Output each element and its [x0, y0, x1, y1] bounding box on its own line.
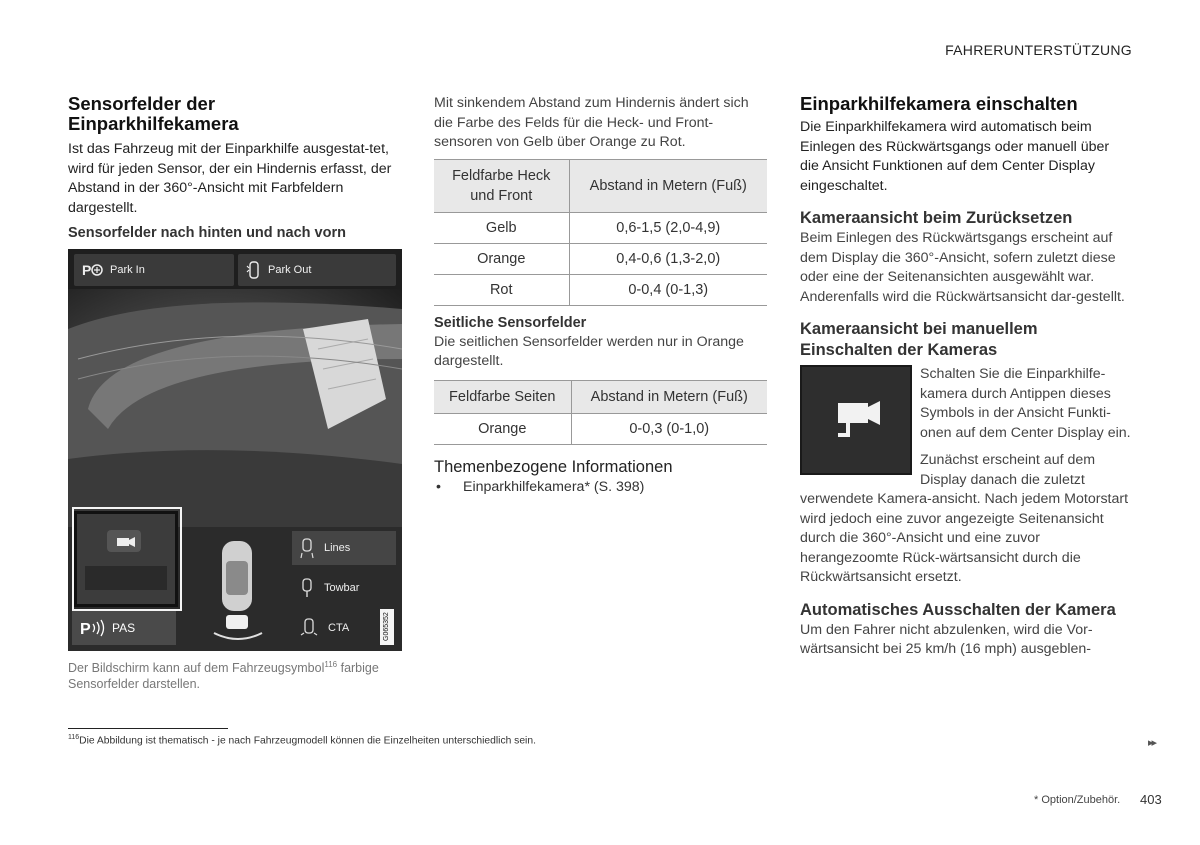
- camera-icon: [832, 397, 884, 443]
- color-change-paragraph: Mit sinkendem Abstand zum Hindernis ändert sich die Farbe des Felds für die Heck- und Front-sensoren von Gelb über Orange zu Rot.: [434, 95, 749, 150]
- table-cell: Orange: [434, 413, 571, 444]
- intro-paragraph: Ist das Fahrzeug mit der Einparkhilfe ausgestat-tet, wird für jeden Sensor, der ein Hindernis erfasst, der Abstand in der 360°-Ansicht mit Farbfeldern dargestellt.: [68, 141, 392, 216]
- front-rear-color-table: [434, 159, 767, 306]
- pas-label: PAS: [112, 621, 136, 635]
- table-row: [434, 274, 767, 305]
- table-header-row: [434, 380, 767, 413]
- table-cell: 0-0,3 (0-1,0): [571, 413, 767, 444]
- table-header-cell: Abstand in Metern (Fuß): [569, 159, 767, 212]
- column-left: [68, 94, 403, 692]
- cta-button: [292, 611, 374, 645]
- park-in-button: [74, 254, 234, 286]
- caption-pre: Der Bildschirm kann auf dem Fahrzeugsymbol: [68, 661, 325, 676]
- figure-code: G065352: [380, 609, 394, 645]
- camera-function-icon-box: [800, 365, 912, 475]
- auto-off-paragraph: Um den Fahrer nicht abzulenken, wird die Vor-wärtsansicht bei 25 km/h (16 mph) ausgeblen-: [800, 621, 1093, 657]
- table-cell: Gelb: [434, 212, 569, 243]
- park-in-label: Park In: [110, 264, 145, 276]
- lines-icon: [300, 537, 314, 559]
- footnote-number: 116: [68, 734, 80, 741]
- parking-camera-screen-figure: [68, 249, 402, 651]
- caption-post: farbige Sensorfelder darstellen.: [68, 661, 379, 692]
- towbar-button: [292, 571, 396, 605]
- running-header: FAHRERUNTERSTÜTZUNG: [945, 42, 1132, 58]
- park-out-label: Park Out: [268, 264, 312, 276]
- svg-text:P: P: [80, 621, 91, 637]
- reverse-view-heading: Kameraansicht beim Zurücksetzen: [800, 209, 1073, 227]
- park-out-car-icon: [246, 260, 262, 280]
- pas-icon: [80, 619, 106, 637]
- cta-icon: [300, 617, 318, 639]
- inset-image: [77, 514, 175, 604]
- section-title-camera-on: Einparkhilfekamera einschalten: [800, 93, 1078, 114]
- page-number: 403: [1140, 792, 1162, 807]
- table-header-cell: Feldfarbe Seiten: [434, 380, 571, 413]
- manual-view-heading: Kameraansicht bei manuellem Einschalten der Kameras: [800, 320, 1038, 359]
- towbar-icon: [300, 577, 314, 599]
- figure-heading: Sensorfelder nach hinten und nach vorn: [68, 225, 346, 241]
- manual-view-paragraph-2: Zunächst erscheint auf dem Display danach die zuletzt verwendete Kamera-ansicht. Nach jedem Motorstart wird jedoch eine zuvor angezeigte Seitenansicht durch die 360°-Ansicht und eine zuvor herangezoomte Rück-wärtsansicht durch die Rückwärtsansicht ersetzt.: [800, 452, 1129, 585]
- section-title: Sensorfelder der Einparkhilfekamera: [68, 93, 239, 134]
- side-color-table: [434, 380, 767, 445]
- table-row: [434, 413, 767, 444]
- towbar-label: Towbar: [324, 582, 360, 594]
- related-info-list: [434, 478, 767, 497]
- related-info-heading: Themenbezogene Informationen: [434, 457, 673, 476]
- table-header-cell: Abstand in Metern (Fuß): [571, 380, 767, 413]
- cta-label: CTA: [328, 622, 350, 634]
- svg-text:P: P: [82, 262, 92, 278]
- car-top-view-icon: [208, 535, 268, 647]
- reverse-view-paragraph: Beim Einlegen des Rückwärtsgangs erscheint auf dem Display die 360°-Ansicht, sofern zuletzt diese oder eine der Seitenansichten ausgewählt war. Anderenfalls wird die Rückwärtsansicht dar-gestellt.: [800, 230, 1125, 305]
- table-header-cell: Feldfarbe Heck und Front: [434, 159, 569, 212]
- figure-caption: [68, 657, 403, 692]
- rear-camera-view: [68, 289, 402, 527]
- table-row: [434, 212, 767, 243]
- table-cell: 0,6-1,5 (2,0-4,9): [569, 212, 767, 243]
- table-row: [434, 243, 767, 274]
- table-cell: 0-0,4 (0-1,3): [569, 274, 767, 305]
- table-header-row: [434, 159, 767, 212]
- camera-on-paragraph: Die Einparkhilfekamera wird automatisch beim Einlegen des Rückwärtsgangs oder manuell über die Ansicht Funktionen auf dem Center Display eingeschaltet.: [800, 119, 1110, 194]
- lines-label: Lines: [324, 542, 351, 554]
- option-note: * Option/Zubehör.: [1034, 794, 1121, 806]
- inset-camera-preview: [74, 511, 178, 607]
- side-sensor-heading: Seitliche Sensorfelder: [434, 314, 587, 331]
- column-right: [800, 94, 1132, 660]
- column-middle: [434, 94, 767, 497]
- footnote-text: Die Abbildung ist thematisch - je nach Fahrzeugmodell können die Einzelheiten unterschiedlich sein.: [79, 735, 536, 747]
- auto-off-heading: Automatisches Ausschalten der Kamera: [800, 600, 1116, 619]
- side-sensor-paragraph: Die seitlichen Sensorfelder werden nur in Orange dargestellt.: [434, 333, 744, 369]
- pas-button: [72, 611, 176, 645]
- footnote-rule: [68, 728, 228, 729]
- park-out-button: [238, 254, 396, 286]
- table-cell: 0,4-0,6 (1,3-2,0): [569, 243, 767, 274]
- manual-view-block: [800, 365, 1132, 588]
- camera-image: [68, 289, 402, 527]
- manual-view-paragraph-1: Schalten Sie die Einparkhilfe-kamera durch Antippen dieses Symbols in der Ansicht Funkti-onen auf dem Center Display ein.: [920, 366, 1131, 441]
- park-in-icon: [82, 261, 104, 279]
- table-cell: Rot: [434, 274, 569, 305]
- caption-footnote-ref: 116: [324, 660, 338, 669]
- related-info-link[interactable]: • Einparkhilfekamera* (S. 398): [434, 478, 767, 497]
- footnote: [68, 734, 536, 746]
- table-cell: Orange: [434, 243, 569, 274]
- next-page-arrow-icon: ▸▸: [1148, 737, 1156, 749]
- lines-button: [292, 531, 396, 565]
